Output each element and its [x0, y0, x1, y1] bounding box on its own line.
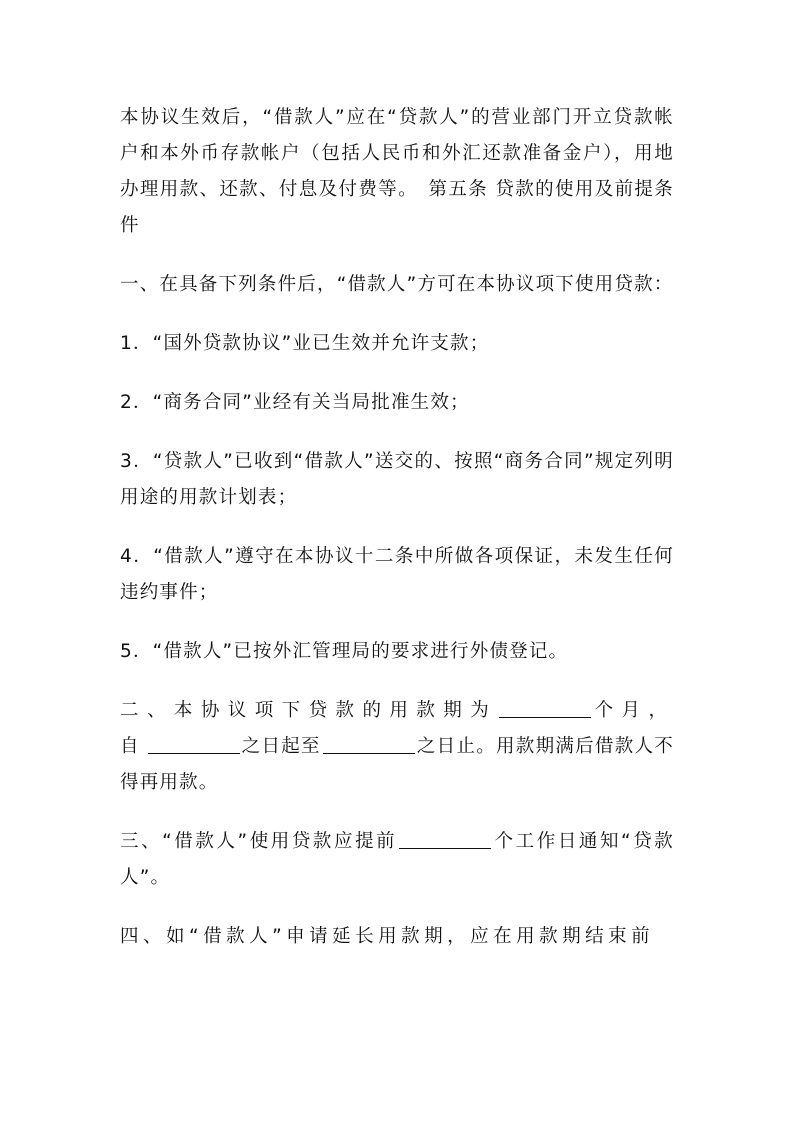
usage-period-text-2: 个月，自	[120, 700, 674, 757]
document-page	[120, 100, 674, 978]
blank-end-date-field	[323, 733, 415, 754]
notice-text-1: 三、“借款人”使用贷款应提前	[120, 831, 398, 852]
paragraph-condition-3: 3．“贷款人”已收到“借款人”送交的、按照“商务合同”规定列明用途的用款计划表；	[120, 451, 674, 508]
paragraph-condition-2: 2．“商务合同”业经有关当局批准生效；	[120, 392, 470, 413]
usage-period-text-3: 之日起至	[241, 736, 321, 757]
notice-text-2: 个工作日通知“贷款人”。	[120, 831, 674, 888]
paragraph-extension: 四、如“借款人”申请延长用款期，应在用款期结束前	[120, 926, 655, 947]
paragraph-conditions-intro: 一、在具备下列条件后，“借款人”方可在本协议项下使用贷款：	[120, 274, 674, 295]
usage-period-text-1: 二、本协议项下贷款的用款期为	[120, 700, 498, 721]
paragraph-notice	[120, 824, 674, 896]
paragraph-usage-period	[120, 693, 674, 801]
blank-start-date-field	[148, 733, 240, 754]
paragraph-condition-5: 5．“借款人”已按外汇管理局的要求进行外债登记。	[120, 641, 569, 662]
paragraph-account-opening: 本协议生效后，“借款人”应在“贷款人”的营业部门开立贷款帐户和本外币存款帐户（包括人民币和外汇还款准备金户），用地办理用款、还款、付息及付费等。 第五条 贷款的使用及前提条件	[120, 107, 674, 236]
blank-workdays-field	[399, 828, 491, 849]
paragraph-condition-1: 1．“国外贷款协议”业已生效并允许支款；	[120, 333, 490, 354]
blank-months-field	[499, 697, 591, 718]
paragraph-condition-4: 4．“借款人”遵守在本协议十二条中所做各项保证，未发生任何违约事件；	[120, 546, 674, 603]
usage-period-text-4: 之日止。用款期满后借款人不得再用款。	[120, 736, 674, 793]
